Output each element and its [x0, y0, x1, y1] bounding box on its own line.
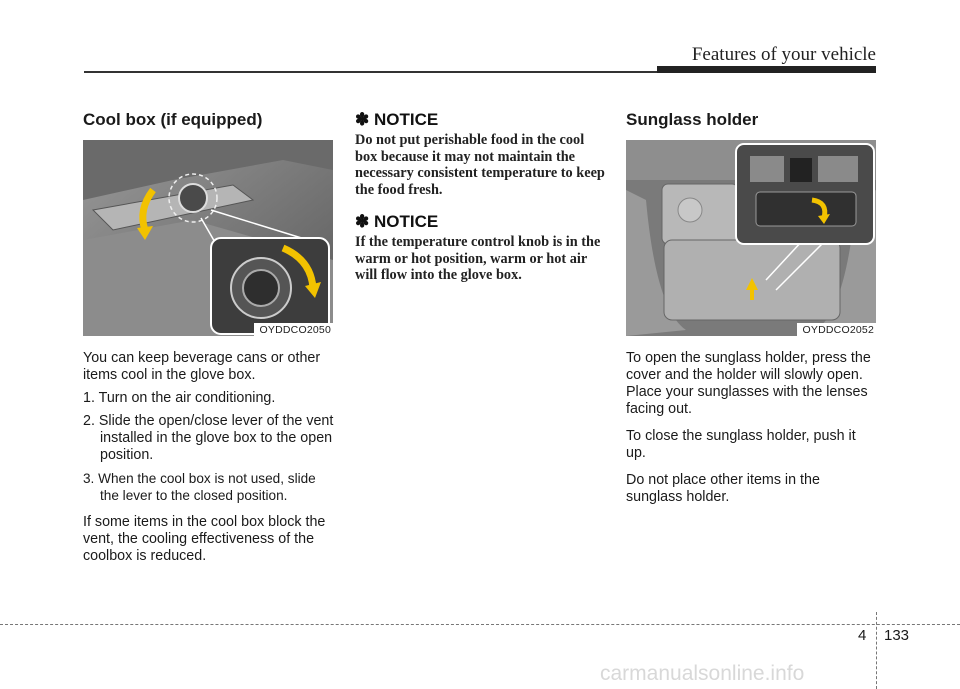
chapter-number: 4: [858, 627, 867, 644]
figure-code: OYDDCO2052: [797, 323, 876, 336]
sunglass-paragraph: To open the sunglass holder, press the cover and the holder will slowly open. Place your sunglasses with the lenses facing out.: [626, 350, 871, 417]
footer-rule: [0, 624, 960, 625]
cool-box-illustration: [83, 140, 333, 336]
sunglass-title: Sunglass holder: [626, 110, 759, 129]
notice-text: If the temperature control knob is in the warm or hot position, warm or hot air will flow into the glove box.: [355, 234, 601, 283]
sunglass-figure: [626, 140, 876, 336]
footer-tick: [876, 612, 877, 689]
sunglass-illustration: [626, 140, 876, 336]
notice-title: ✽ NOTICE: [355, 212, 439, 231]
page-number: 133: [884, 627, 910, 644]
running-header: Features of your vehicle: [691, 44, 876, 65]
cool-box-figure: [83, 140, 333, 336]
cool-box-steps: [83, 390, 335, 504]
header-rule: [84, 71, 657, 73]
watermark: carmanualsonline.info: [600, 662, 805, 685]
notice-block: [355, 212, 607, 284]
notice-title: ✽ NOTICE: [355, 110, 439, 129]
sunglass-paragraph: Do not place other items in the sunglass holder.: [626, 472, 820, 505]
figure-code: OYDDCO2050: [254, 323, 333, 336]
notice-section: [355, 110, 607, 284]
sunglass-section: [626, 110, 878, 506]
header-bar: [657, 66, 876, 73]
notice-block: [355, 110, 607, 198]
step-item: 3. When the cool box is not used, slide the lever to the closed position.: [83, 471, 316, 503]
sunglass-paragraph: To close the sunglass holder, push it up.: [626, 428, 856, 461]
cool-box-title: Cool box (if equipped): [83, 110, 263, 129]
notice-text: Do not put perishable food in the cool box because it may not maintain the necessary consistent temperature to keep the food fresh.: [355, 132, 605, 198]
step-item: 2. Slide the open/close lever of the vent installed in the glove box to the open position.: [83, 413, 334, 463]
cool-box-section: [83, 110, 335, 565]
cool-box-intro: You can keep beverage cans or other items cool in the glove box.: [83, 350, 321, 383]
cool-box-note: If some items in the cool box block the vent, the cooling effectiveness of the coolbox is reduced.: [83, 514, 326, 564]
step-item: 1. Turn on the air conditioning.: [83, 390, 276, 406]
